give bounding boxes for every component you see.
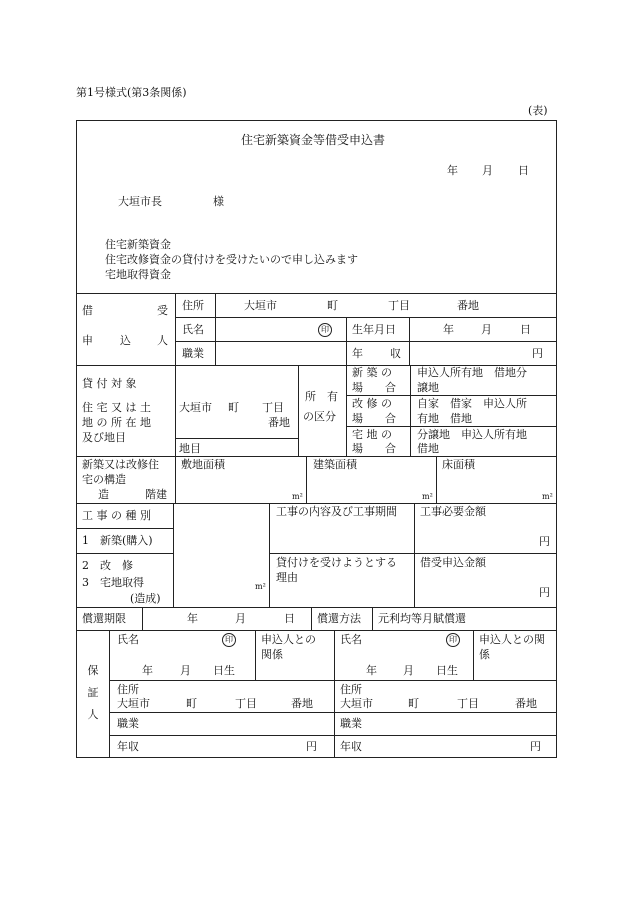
- target-chome: 丁目: [262, 401, 284, 414]
- seal-mark: 印: [222, 632, 236, 647]
- income-label: 年: [352, 347, 363, 360]
- guarantor-city: 大垣市: [117, 697, 150, 710]
- reason-label: 理由: [276, 571, 298, 584]
- new-case-option: 申込人所有地 借地分: [417, 366, 527, 379]
- rule: [269, 503, 270, 607]
- rule: [215, 293, 216, 365]
- rule: [76, 630, 557, 631]
- date-year: 年: [447, 164, 458, 177]
- land-case-label: 場 合: [352, 442, 396, 455]
- rule: [109, 735, 557, 736]
- form-title: 住宅新築資金等借受申込書: [241, 133, 386, 147]
- guarantor-address-label: 住所: [117, 683, 139, 696]
- birth-day: 日: [520, 323, 531, 336]
- guarantor-label: 保 証 人: [87, 664, 99, 721]
- target-chimoku: 地目: [179, 442, 201, 455]
- required-amount-label: 工事必要金額: [420, 505, 486, 518]
- structure-label: 宅の構造: [82, 473, 126, 486]
- target-town: 町: [228, 401, 239, 414]
- rule: [298, 365, 299, 456]
- guarantor-banchi: 番地: [515, 697, 537, 710]
- guarantor-banchi: 番地: [291, 697, 313, 710]
- rule: [346, 426, 557, 427]
- rule: [255, 630, 256, 680]
- rule: [173, 503, 174, 607]
- applicant-label: 込: [120, 334, 131, 347]
- applicant-label: 人: [157, 334, 168, 347]
- rule: [346, 365, 347, 456]
- address-city: 大垣市: [244, 299, 277, 312]
- guarantor-birth-day: 日生: [213, 664, 235, 677]
- reason-label: 貸付けを受けようとする: [276, 556, 397, 569]
- guarantor-birth-day: 日生: [436, 664, 458, 677]
- birth-label: 生年月日: [352, 323, 396, 336]
- rule: [142, 607, 143, 630]
- rule: [473, 630, 474, 680]
- job-label: 職業: [182, 347, 204, 360]
- target-label: 及び地目: [82, 431, 126, 444]
- form-number: 第1号様式(第3条関係): [76, 86, 187, 99]
- guarantor-address-label: 住所: [340, 683, 362, 696]
- purpose-line1: 住宅新築資金: [105, 238, 171, 251]
- rule: [175, 293, 176, 456]
- target-label: 貸 付 対 象: [82, 377, 137, 390]
- guarantor-town: 町: [186, 697, 197, 710]
- work-type-option: (造成): [130, 592, 161, 605]
- rule: [76, 456, 557, 457]
- guarantor-income-label: 年収: [340, 740, 362, 753]
- guarantor-relation-label: 係: [479, 648, 490, 661]
- work-area-unit: m²: [255, 582, 266, 591]
- applicant-label: 申: [82, 334, 93, 347]
- rule: [346, 395, 557, 396]
- rule: [269, 553, 557, 554]
- guarantor-birth-year: 年: [142, 664, 153, 677]
- guarantor-income-yen: 円: [530, 740, 541, 753]
- rule: [76, 503, 557, 504]
- required-amount-yen: 円: [539, 535, 550, 548]
- rule: [334, 630, 335, 758]
- address-town: 町: [327, 299, 338, 312]
- guarantor-birth-year: 年: [366, 664, 377, 677]
- rule: [76, 293, 557, 294]
- addressee-name: 大垣市長: [118, 195, 162, 208]
- site-area-unit: m²: [292, 492, 303, 501]
- repayment-method-label: 償還方法: [317, 612, 361, 625]
- land-case-option: 借地: [417, 442, 439, 455]
- work-type-option: 2 改 修: [82, 559, 133, 572]
- work-type-label: 工 事 の 種 別: [82, 509, 151, 522]
- rule: [109, 630, 110, 758]
- income-yen: 円: [532, 347, 543, 360]
- purpose-line2: 住宅改修資金の貸付けを受けたいので申し込みます: [105, 253, 358, 266]
- guarantor-income-label: 年収: [117, 740, 139, 753]
- target-label: 住 宅 又 は 土: [82, 401, 151, 414]
- purpose-line3: 宅地取得資金: [105, 268, 171, 281]
- work-content-label: 工事の内容及び工事期間: [276, 505, 397, 518]
- land-case-option: 分譲地 申込人所有地: [417, 428, 527, 441]
- guarantor-job-label: 職業: [117, 717, 139, 730]
- building-area-label: 建築面積: [313, 458, 357, 471]
- rule: [76, 553, 173, 554]
- applicant-label: 受: [157, 304, 168, 317]
- new-case-label: 場 合: [352, 381, 396, 394]
- rule: [175, 438, 298, 439]
- repair-case-label: 改 修 の: [352, 397, 392, 410]
- rule: [175, 317, 557, 318]
- form-side: (表): [528, 104, 548, 117]
- guarantor-relation-label: 申込人との関: [479, 633, 545, 646]
- addressee-honorific: 様: [213, 195, 224, 208]
- work-type-option: 1 新築(購入): [82, 534, 153, 547]
- rule: [414, 503, 415, 607]
- structure-label: 新築又は改修住: [82, 458, 159, 471]
- land-case-label: 宅 地 の: [352, 428, 392, 441]
- rule: [436, 456, 437, 503]
- rule: [175, 456, 176, 503]
- owner-label: 所 有: [305, 390, 338, 403]
- new-case-label: 新 築 の: [352, 366, 392, 379]
- birth-year: 年: [443, 323, 454, 336]
- rule: [109, 712, 557, 713]
- repair-case-option: 自家 借家 申込人所: [417, 397, 527, 410]
- rule: [175, 341, 557, 342]
- target-banchi: 番地: [268, 416, 290, 429]
- rule: [346, 317, 347, 365]
- guarantor-city: 大垣市: [340, 697, 373, 710]
- new-case-option: 譲地: [417, 381, 439, 394]
- rule: [409, 317, 410, 365]
- structure-label: 階建: [145, 488, 167, 501]
- rule: [311, 607, 312, 630]
- rule: [76, 607, 557, 608]
- date-day: 日: [518, 164, 529, 177]
- rule: [109, 680, 557, 681]
- guarantor-relation-label: 申込人との: [261, 633, 316, 646]
- address-banchi: 番地: [457, 299, 479, 312]
- applicant-label: 借: [82, 304, 93, 317]
- date-month: 月: [482, 164, 493, 177]
- guarantor-chome: 丁目: [457, 697, 479, 710]
- repayment-period-label: 償還期限: [82, 612, 126, 625]
- guarantor-job-label: 職業: [340, 717, 362, 730]
- guarantor-name-label: 氏名: [340, 633, 362, 646]
- guarantor-name-label: 氏名: [117, 633, 139, 646]
- guarantor-chome: 丁目: [235, 697, 257, 710]
- repayment-month: 月: [235, 612, 246, 625]
- target-label: 地 の 所 在 地: [82, 416, 151, 429]
- birth-month: 月: [481, 323, 492, 336]
- repayment-day: 日: [284, 612, 295, 625]
- rule: [372, 607, 373, 630]
- structure-label: 造: [98, 488, 109, 501]
- guarantor-birth-month: 月: [180, 664, 191, 677]
- repayment-method-value: 元利均等月賦償還: [378, 612, 466, 625]
- rule: [410, 365, 411, 456]
- address-label: 住所: [182, 299, 204, 312]
- guarantor-income-yen: 円: [306, 740, 317, 753]
- rule: [76, 528, 173, 529]
- owner-label: の区分: [303, 410, 336, 423]
- target-city: 大垣市: [179, 401, 212, 414]
- building-area-unit: m²: [422, 492, 433, 501]
- work-type-option: 3 宅地取得: [82, 576, 144, 589]
- address-chome: 丁目: [388, 299, 410, 312]
- floor-area-label: 床面積: [442, 458, 475, 471]
- guarantor-town: 町: [408, 697, 419, 710]
- guarantor-relation-label: 関係: [261, 648, 283, 661]
- floor-area-unit: m²: [542, 492, 553, 501]
- repair-case-option: 有地 借地: [417, 412, 472, 425]
- income-label: 収: [390, 347, 401, 360]
- repair-case-label: 場 合: [352, 412, 396, 425]
- loan-amount-yen: 円: [539, 586, 550, 599]
- guarantor-birth-month: 月: [403, 664, 414, 677]
- repayment-year: 年: [187, 612, 198, 625]
- seal-mark: 印: [446, 632, 460, 647]
- rule: [306, 456, 307, 503]
- seal-mark: 印: [318, 322, 332, 337]
- site-area-label: 敷地面積: [181, 458, 225, 471]
- name-label: 氏名: [182, 323, 204, 336]
- loan-amount-label: 借受申込金額: [420, 556, 486, 569]
